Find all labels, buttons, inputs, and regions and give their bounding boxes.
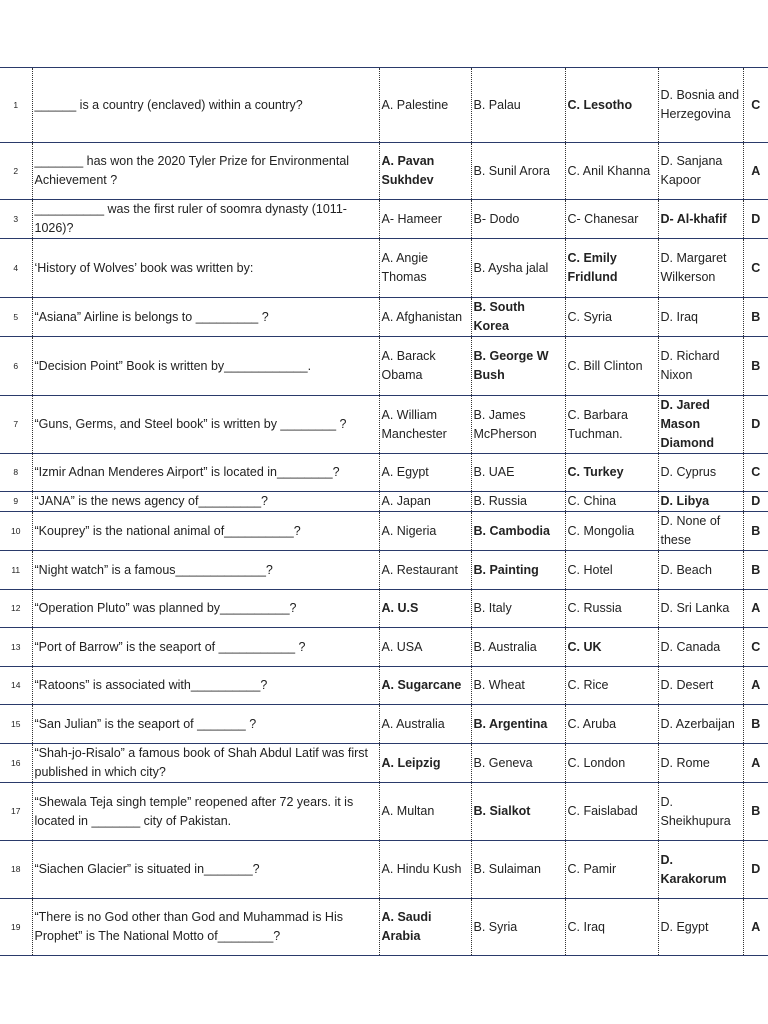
option-a: A. USA	[379, 628, 471, 667]
option-b: B. Italy	[471, 590, 565, 628]
option-c: C. Emily Fridlund	[565, 239, 658, 298]
question-text: “Asiana” Airline is belongs to _________ ?	[32, 298, 379, 337]
question-number: 17	[0, 783, 32, 841]
option-b: B. Cambodia	[471, 512, 565, 551]
option-b: B- Dodo	[471, 200, 565, 239]
option-c: C. Hotel	[565, 551, 658, 590]
option-d: D. Beach	[658, 551, 743, 590]
question-number: 2	[0, 143, 32, 200]
table-row	[0, 841, 768, 899]
question-text: “JANA” is the news agency of_________?	[32, 492, 379, 512]
option-d: D. Azerbaijan	[658, 705, 743, 744]
question-number: 9	[0, 492, 32, 512]
question-text: “There is no God other than God and Muhammad is His Prophet” is The National Motto of________?	[32, 899, 379, 956]
question-number: 13	[0, 628, 32, 667]
option-b: B. Argentina	[471, 705, 565, 744]
option-a: A. Sugarcane	[379, 667, 471, 705]
option-c: C. UK	[565, 628, 658, 667]
question-number: 1	[0, 68, 32, 143]
question-text: “Kouprey” is the national animal of__________?	[32, 512, 379, 551]
option-b: B. UAE	[471, 454, 565, 492]
answer-key: D	[743, 841, 768, 899]
option-d: D. Desert	[658, 667, 743, 705]
option-c: C. Faislabad	[565, 783, 658, 841]
table-row	[0, 454, 768, 492]
answer-key: A	[743, 899, 768, 956]
option-d: D. Iraq	[658, 298, 743, 337]
option-d: D. Margaret Wilkerson	[658, 239, 743, 298]
answer-key: D	[743, 396, 768, 454]
option-b: B. Aysha jalal	[471, 239, 565, 298]
option-d: D. Cyprus	[658, 454, 743, 492]
question-text: ______ is a country (enclaved) within a country?	[32, 68, 379, 143]
option-b: B. Russia	[471, 492, 565, 512]
option-b: B. Syria	[471, 899, 565, 956]
option-b: B. Sulaiman	[471, 841, 565, 899]
option-b: B. James McPherson	[471, 396, 565, 454]
answer-key: C	[743, 239, 768, 298]
option-d: D- Al-khafif	[658, 200, 743, 239]
question-text: “Operation Pluto” was planned by__________?	[32, 590, 379, 628]
question-text: “Decision Point” Book is written by____________.	[32, 337, 379, 396]
question-text: _______ has won the 2020 Tyler Prize for Environmental Achievement ?	[32, 143, 379, 200]
question-number: 15	[0, 705, 32, 744]
option-d: D. Rome	[658, 744, 743, 783]
option-a: A. Palestine	[379, 68, 471, 143]
table-row	[0, 628, 768, 667]
answer-key: C	[743, 68, 768, 143]
option-b: B. Geneva	[471, 744, 565, 783]
option-c: C. Pamir	[565, 841, 658, 899]
option-c: C. Turkey	[565, 454, 658, 492]
answer-key: B	[743, 337, 768, 396]
question-number: 16	[0, 744, 32, 783]
table-row	[0, 667, 768, 705]
question-number: 19	[0, 899, 32, 956]
answer-key: B	[743, 551, 768, 590]
option-b: B. Painting	[471, 551, 565, 590]
option-c: C. Bill Clinton	[565, 337, 658, 396]
question-number: 3	[0, 200, 32, 239]
option-d: D. Sheikhupura	[658, 783, 743, 841]
option-a: A. Restaurant	[379, 551, 471, 590]
option-c: C. Lesotho	[565, 68, 658, 143]
table-row	[0, 744, 768, 783]
option-a: A. Australia	[379, 705, 471, 744]
option-c: C. Syria	[565, 298, 658, 337]
option-d: D. Sri Lanka	[658, 590, 743, 628]
option-c: C. Russia	[565, 590, 658, 628]
question-text: “San Julian” is the seaport of _______ ?	[32, 705, 379, 744]
answer-key: A	[743, 744, 768, 783]
option-a: A. Japan	[379, 492, 471, 512]
table-row	[0, 512, 768, 551]
question-text: “Guns, Germs, and Steel book” is written by ________ ?	[32, 396, 379, 454]
question-text: “Izmir Adnan Menderes Airport” is located in________?	[32, 454, 379, 492]
option-a: A. Egypt	[379, 454, 471, 492]
table-row	[0, 899, 768, 956]
question-text: __________ was the first ruler of soomra dynasty (1011-1026)?	[32, 200, 379, 239]
table-row	[0, 783, 768, 841]
option-d: D. Egypt	[658, 899, 743, 956]
option-c: C. Anil Khanna	[565, 143, 658, 200]
question-text: “Shewala Teja singh temple” reopened after 72 years. it is located in _______ city of Pakistan.	[32, 783, 379, 841]
answer-key: C	[743, 628, 768, 667]
answer-key: B	[743, 783, 768, 841]
option-d: D. Bosnia and Herzegovina	[658, 68, 743, 143]
option-b: B. Sialkot	[471, 783, 565, 841]
question-number: 6	[0, 337, 32, 396]
option-b: B. Wheat	[471, 667, 565, 705]
table-row	[0, 68, 768, 143]
table-row	[0, 590, 768, 628]
option-c: C. Barbara Tuchman.	[565, 396, 658, 454]
quiz-sheet	[0, 67, 768, 956]
option-d: D. Richard Nixon	[658, 337, 743, 396]
question-text: “Ratoons” is associated with__________?	[32, 667, 379, 705]
table-row	[0, 551, 768, 590]
option-a: A. Multan	[379, 783, 471, 841]
option-a: A. Saudi Arabia	[379, 899, 471, 956]
question-number: 5	[0, 298, 32, 337]
table-row	[0, 705, 768, 744]
option-b: B. Palau	[471, 68, 565, 143]
question-text: “Night watch” is a famous_____________?	[32, 551, 379, 590]
option-b: B. Sunil Arora	[471, 143, 565, 200]
question-number: 18	[0, 841, 32, 899]
table-row	[0, 143, 768, 200]
table-row	[0, 298, 768, 337]
table-row	[0, 396, 768, 454]
answer-key: A	[743, 590, 768, 628]
table-row	[0, 337, 768, 396]
question-text: “Siachen Glacier” is situated in_______?	[32, 841, 379, 899]
answer-key: D	[743, 200, 768, 239]
question-text: ‘History of Wolves’ book was written by:	[32, 239, 379, 298]
option-d: D. None of these	[658, 512, 743, 551]
option-c: C. Mongolia	[565, 512, 658, 551]
option-d: D. Libya	[658, 492, 743, 512]
mcq-table-body	[0, 68, 768, 956]
option-d: D. Canada	[658, 628, 743, 667]
answer-key: A	[743, 667, 768, 705]
option-a: A. Afghanistan	[379, 298, 471, 337]
option-a: A. Hindu Kush	[379, 841, 471, 899]
option-a: A. U.S	[379, 590, 471, 628]
answer-key: B	[743, 298, 768, 337]
option-c: C. Aruba	[565, 705, 658, 744]
option-d: D. Jared Mason Diamond	[658, 396, 743, 454]
table-row	[0, 239, 768, 298]
answer-key: C	[743, 454, 768, 492]
question-number: 7	[0, 396, 32, 454]
option-c: C- Chanesar	[565, 200, 658, 239]
answer-key: D	[743, 492, 768, 512]
option-c: C. Rice	[565, 667, 658, 705]
question-text: “Shah-jo-Risalo” a famous book of Shah Abdul Latif was first published in which city?	[32, 744, 379, 783]
question-number: 14	[0, 667, 32, 705]
option-d: D. Sanjana Kapoor	[658, 143, 743, 200]
answer-key: B	[743, 512, 768, 551]
question-number: 8	[0, 454, 32, 492]
option-a: A. Nigeria	[379, 512, 471, 551]
option-d: D. Karakorum	[658, 841, 743, 899]
answer-key: A	[743, 143, 768, 200]
mcq-table	[0, 67, 768, 956]
option-c: C. China	[565, 492, 658, 512]
question-number: 12	[0, 590, 32, 628]
option-a: A. Angie Thomas	[379, 239, 471, 298]
option-c: C. London	[565, 744, 658, 783]
option-a: A. William Manchester	[379, 396, 471, 454]
option-a: A. Pavan Sukhdev	[379, 143, 471, 200]
option-a: A- Hameer	[379, 200, 471, 239]
table-row	[0, 200, 768, 239]
option-b: B. South Korea	[471, 298, 565, 337]
option-a: A. Barack Obama	[379, 337, 471, 396]
option-c: C. Iraq	[565, 899, 658, 956]
question-number: 10	[0, 512, 32, 551]
option-b: B. Australia	[471, 628, 565, 667]
option-a: A. Leipzig	[379, 744, 471, 783]
option-b: B. George W Bush	[471, 337, 565, 396]
question-number: 4	[0, 239, 32, 298]
answer-key: B	[743, 705, 768, 744]
question-text: “Port of Barrow” is the seaport of ___________ ?	[32, 628, 379, 667]
question-number: 11	[0, 551, 32, 590]
table-row	[0, 492, 768, 512]
